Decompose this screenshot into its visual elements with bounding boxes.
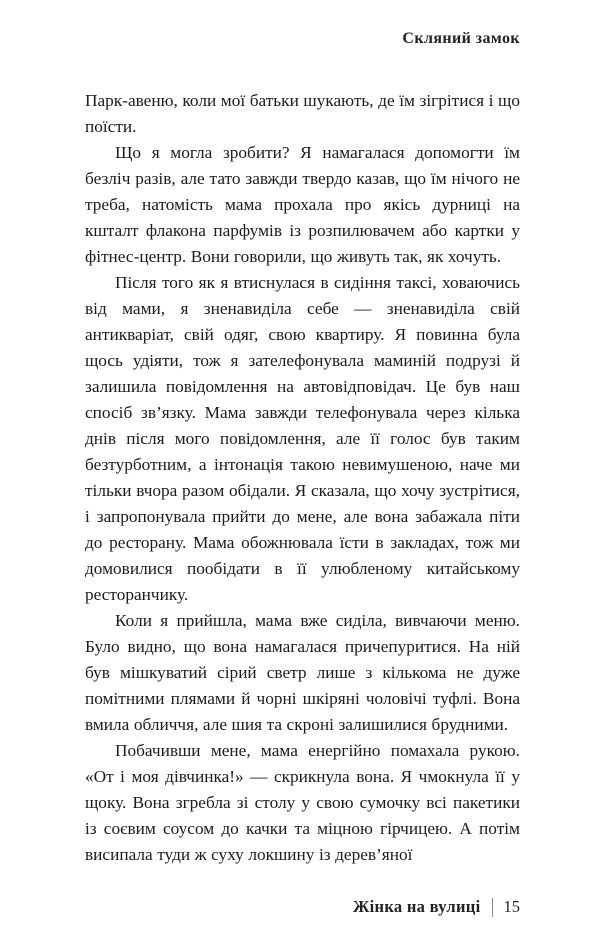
body-text-block (85, 88, 520, 868)
paragraph: Побачивши мене, мама енергійно помахала рукою. «От і моя дівчинка!» — скрикнула вона. Я чмокнула її у щоку. Вона згребла зі столу у свою сумочку всі пакетики із соєвим соусом до качки та міцною гірчицею. А потім висипала туди ж суху локшину із дерев’яної (85, 741, 520, 864)
page-number: 15 (503, 897, 520, 916)
paragraph: Що я могла зробити? Я намагалася допомогти їм безліч разів, але тато завжди твердо казав, що їм нічого не треба, натомість мама прохала про якісь дурниці на кшталт флакона парфумів із розпилювачем або картки у фітнес-центр. Вони говорили, що живуть так, як хочуть. (85, 143, 520, 266)
footer-divider (492, 898, 493, 917)
paragraph: Після того як я втиснулася в сидіння таксі, ховаючись від мами, я зненавиділа себе — зненавиділа свій антикваріат, свій одяг, свою квартиру. Я повинна була щось удіяти, тож я зателефонувала маминій подрузі й залишила повідомлення на автовідповідач. Це був наш спосіб зв’язку. Мама завжди телефонувала через кілька днів після мого повідомлення, але її голос був таким безтурботним, а інтонація такою невимушеною, наче ми тільки вчора разом обідали. Я сказала, що хочу зустрітися, і запропонувала прийти до мене, але вона забажала піти до ресторану. Мама обожнювала їсти в закладах, тож ми домовилися пообідати в її улюбленому китайському ресторанчику. (85, 273, 520, 604)
chapter-title: Жінка на вулиці (353, 897, 481, 916)
running-head-book-title: Скляний замок (402, 30, 520, 47)
page-footer (353, 897, 520, 917)
paragraph: Коли я прийшла, мама вже сиділа, вивчаючи меню. Було видно, що вона намагалася причепуритися. На ній був мішкуватий сірий светр лише з кількома не дуже помітними плямами й чорні шкіряні чоловічі туфлі. Вона вмила обличчя, але шия та скроні залишилися брудними. (85, 611, 520, 734)
paragraph: Парк-авеню, коли мої батьки шукають, де їм зігрітися і що поїсти. (85, 91, 520, 136)
